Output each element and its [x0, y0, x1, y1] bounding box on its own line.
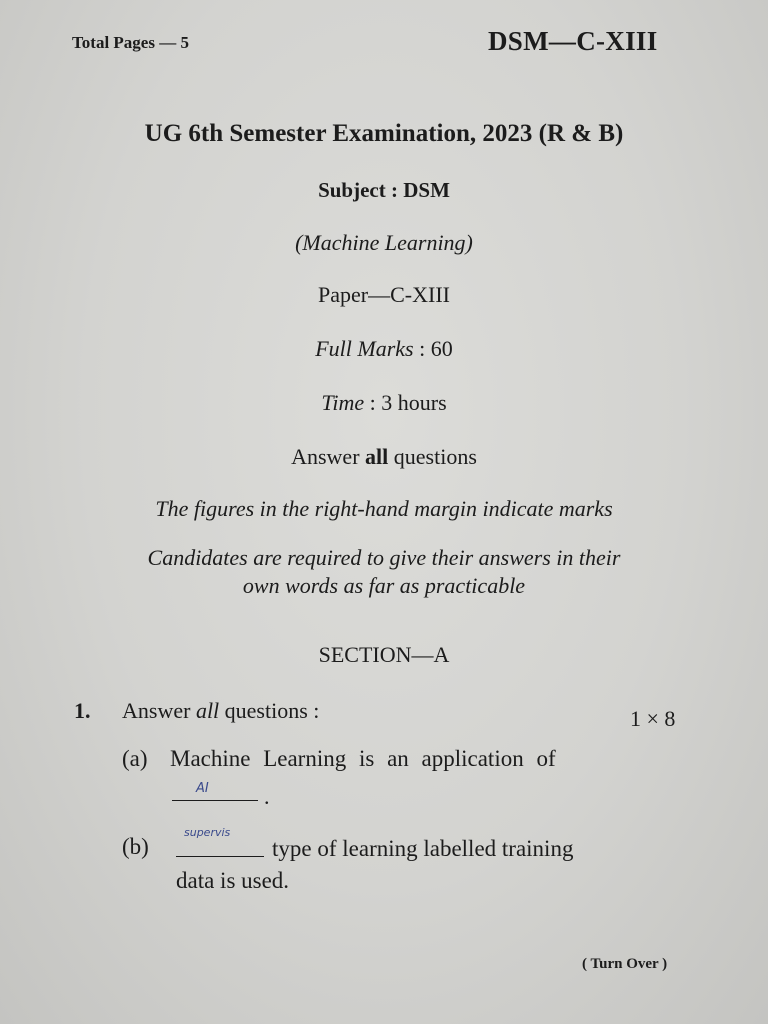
part-b-label: (b) — [122, 834, 149, 859]
prompt-italic: all — [195, 698, 220, 723]
full-marks-line — [0, 336, 768, 362]
answer-all-post: questions — [388, 444, 477, 469]
subject-subtitle: (Machine Learning) — [295, 230, 473, 255]
part-a-period: . — [264, 784, 270, 809]
question-number: 1. — [74, 698, 91, 723]
part-b-blank — [176, 852, 264, 857]
part-a-blank — [172, 796, 258, 801]
part-a-text: Machine Learning is an application of — [170, 746, 556, 771]
part-a-label: (a) — [122, 746, 148, 771]
figures-instruction: The figures in the right-hand margin indicate marks — [155, 496, 613, 521]
candidates-instruction-line1: Candidates are required to give their answers in their — [147, 545, 621, 570]
full-marks-value: : 60 — [419, 336, 453, 361]
time-line — [0, 390, 768, 416]
question-marks: 1 × 8 — [630, 706, 676, 731]
paper-line: Paper—C-XIII — [318, 282, 450, 307]
section-title: SECTION—A — [318, 642, 450, 667]
answer-all-bold: all — [365, 444, 389, 469]
time-label: Time — [321, 390, 365, 415]
exam-title: UG 6th Semester Examination, 2023 (R & B) — [144, 120, 624, 147]
turn-over-note: ( Turn Over ) — [582, 956, 668, 972]
part-b-text-line2: data is used. — [176, 868, 290, 893]
candidates-instruction-line2: own words as far as practicable — [242, 573, 526, 598]
answer-all-instruction — [0, 444, 768, 470]
subject-label: Subject : — [318, 178, 398, 202]
part-b-text-line1: type of learning labelled training — [272, 836, 574, 861]
full-marks-label: Full Marks — [315, 336, 414, 361]
part-a-handwritten-answer: AI — [196, 781, 209, 796]
prompt-post: questions : — [219, 698, 320, 723]
part-b-handwritten-answer: supervis — [184, 826, 231, 839]
paper-code: DSM—C-XIII — [488, 26, 658, 56]
answer-all-pre: Answer — [291, 444, 366, 469]
question-prompt — [122, 698, 319, 724]
subject-line — [0, 178, 768, 203]
prompt-pre: Answer — [122, 698, 196, 723]
time-value: : 3 hours — [369, 390, 447, 415]
total-pages: Total Pages — 5 — [72, 33, 189, 52]
subject-value: DSM — [403, 178, 450, 202]
